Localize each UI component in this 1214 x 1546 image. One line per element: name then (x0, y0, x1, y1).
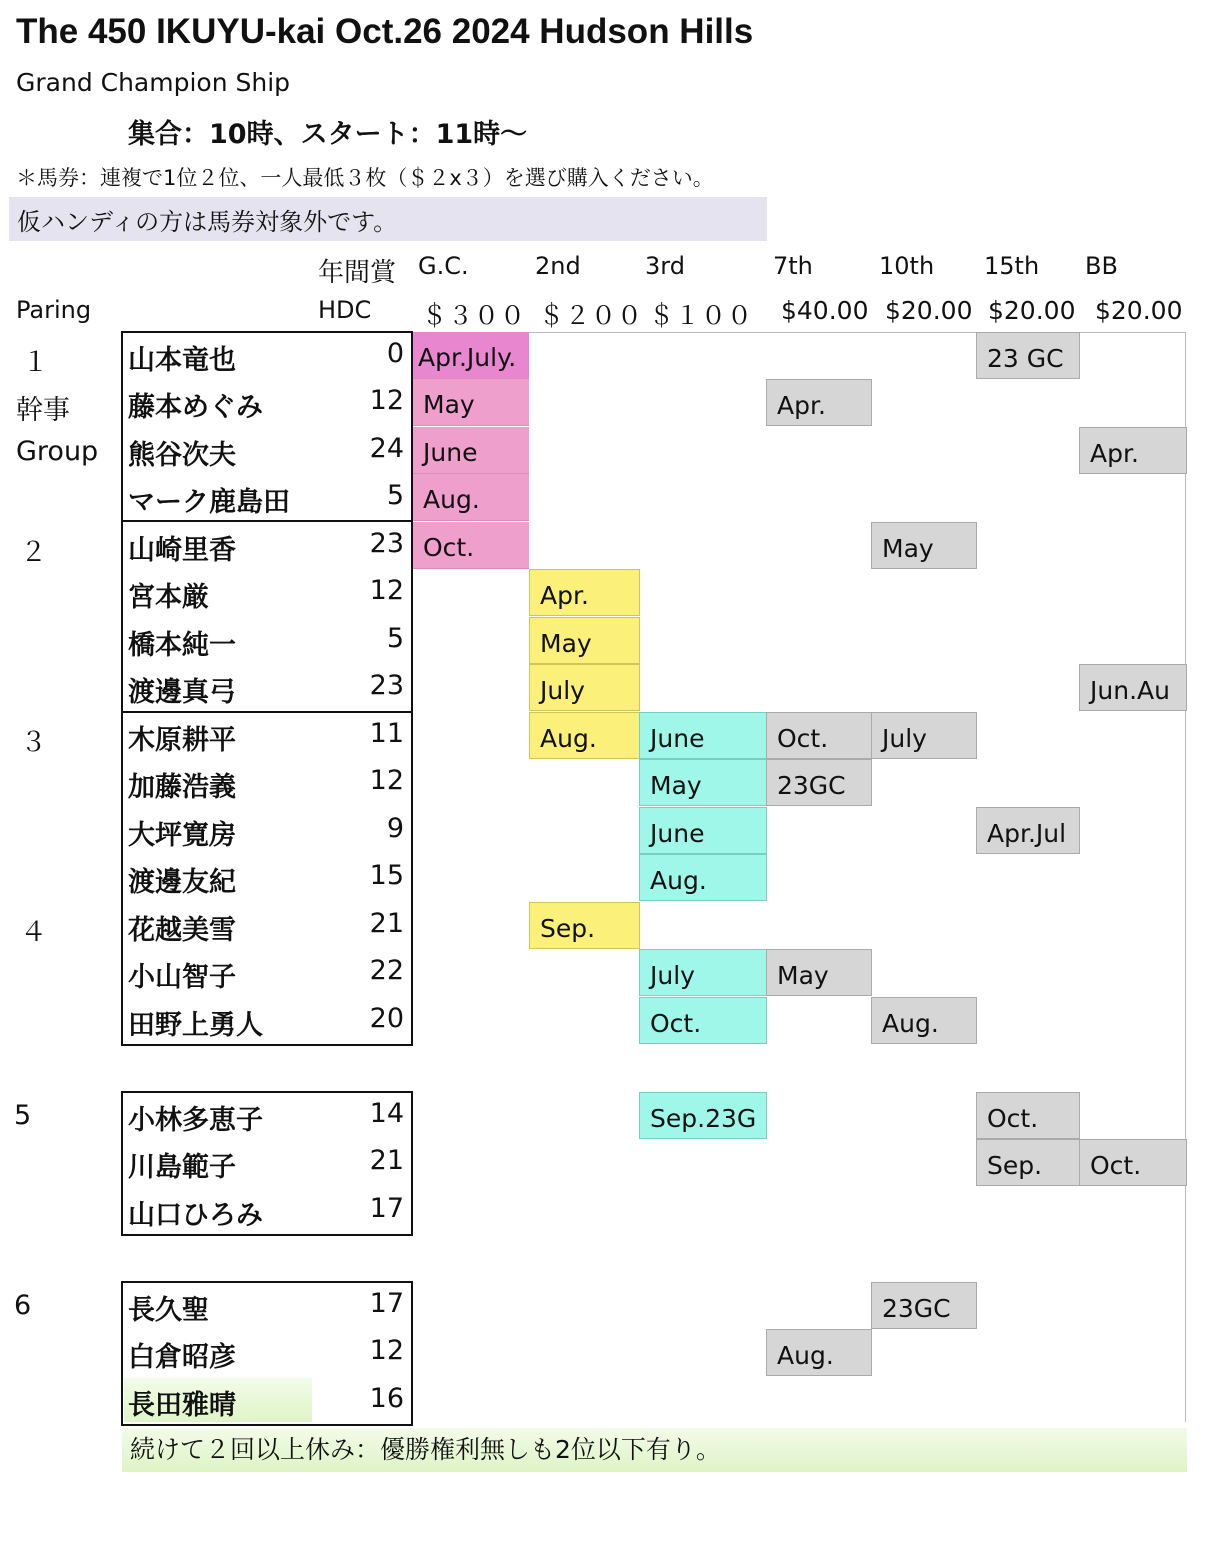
award-cell: May (529, 617, 640, 664)
player-name: 小山智子 (128, 962, 236, 993)
award-cell: Sep. (529, 902, 640, 949)
annual-prize-label: 年間賞 (318, 258, 397, 288)
award-cell: Aug. (766, 1329, 872, 1376)
award-cell: Oct. (639, 997, 767, 1044)
player-hdc: 16 (369, 1383, 404, 1414)
player-hdc: 17 (369, 1288, 404, 1319)
footer-note: 続けて２回以上休み：優勝権利無しも2位以下有り。 (122, 1428, 1187, 1472)
player-name: 宮本厳 (128, 582, 209, 613)
player-name: 山口ひろみ (128, 1200, 263, 1231)
award-cell: May (871, 522, 977, 569)
award-cell: Oct. (976, 1092, 1080, 1139)
player-hdc: 0 (386, 338, 404, 369)
player-name: 小林多恵子 (128, 1105, 263, 1136)
player-hdc: 5 (386, 480, 404, 511)
col-header-gc: G.C. (418, 252, 469, 280)
group-label: １ (22, 347, 49, 378)
player-name: 田野上勇人 (128, 1010, 263, 1041)
player-name: 山本竜也 (128, 345, 236, 376)
col-header-2nd: 2nd (535, 252, 581, 280)
player-name: 藤本めぐみ (128, 392, 263, 423)
player-name: 長田雅晴 (128, 1390, 236, 1421)
hdc-label: HDC (318, 296, 372, 324)
prize-15th: $20.00 (988, 296, 1076, 325)
player-hdc: 21 (369, 908, 404, 939)
player-name: 山崎里香 (128, 535, 236, 566)
group-sub-label: Group (16, 436, 99, 467)
col-header-10th: 10th (879, 252, 935, 280)
player-hdc: 22 (369, 955, 404, 986)
award-cell: June (639, 712, 767, 759)
award-cell: Jun.Au (1079, 664, 1187, 711)
award-cell: Aug. (639, 854, 767, 901)
player-hdc: 14 (369, 1098, 404, 1129)
player-name: 川島範子 (128, 1152, 236, 1183)
prize-3rd: ＄１００ (649, 301, 754, 330)
player-name: 渡邊真弓 (128, 677, 236, 708)
player-hdc: 23 (369, 528, 404, 559)
group-label: ２ (20, 537, 47, 568)
award-cell: 23GC (871, 1282, 977, 1329)
award-cell: Aug. (871, 997, 977, 1044)
award-cell: Sep. (976, 1139, 1080, 1186)
award-cell: May (413, 379, 529, 426)
player-hdc: 5 (386, 623, 404, 654)
prize-10th: $20.00 (885, 296, 973, 325)
award-cell: Oct. (766, 712, 872, 759)
award-cell: July (871, 712, 977, 759)
player-hdc: 15 (369, 860, 404, 891)
player-hdc: 12 (369, 1335, 404, 1366)
award-cell: Oct. (1079, 1139, 1187, 1186)
meeting-time: 集合：10時、スタート：11時〜 (128, 119, 528, 150)
award-cell: Oct. (413, 522, 529, 569)
player-name: 木原耕平 (128, 725, 236, 756)
group-label: ３ (20, 727, 47, 758)
award-cell: Apr. (766, 379, 872, 426)
player-name: 橋本純一 (128, 630, 236, 661)
award-cell: Aug. (413, 474, 529, 521)
player-hdc: 9 (386, 813, 404, 844)
award-cell: Apr.July. (413, 332, 529, 379)
award-cell: July (529, 664, 640, 711)
player-hdc: 11 (369, 718, 404, 749)
paring-label: Paring (16, 296, 92, 324)
player-hdc: 12 (369, 575, 404, 606)
group-label: 6 (14, 1290, 32, 1321)
player-name: マーク鹿島田 (128, 487, 290, 518)
prize-7th: $40.00 (781, 296, 869, 325)
award-cell: May (639, 759, 767, 806)
player-hdc: 12 (369, 385, 404, 416)
page-title: The 450 IKUYU-kai Oct.26 2024 Hudson Hills (16, 12, 754, 51)
award-cell: Apr. (529, 569, 640, 616)
group-label: ４ (20, 917, 47, 948)
award-cell: 23 GC (976, 332, 1080, 379)
player-hdc: 23 (369, 670, 404, 701)
player-hdc: 17 (369, 1193, 404, 1224)
award-cell: June (639, 807, 767, 854)
handicap-note: 仮ハンディの方は馬券対象外です。 (9, 197, 767, 241)
player-name: 加藤浩義 (128, 772, 236, 803)
player-name: 渡邊友紀 (128, 867, 236, 898)
award-cell: July (639, 949, 767, 996)
page-subtitle: Grand Champion Ship (16, 68, 291, 97)
col-header-bb: BB (1085, 252, 1118, 280)
award-cell: June (413, 427, 529, 474)
player-hdc: 24 (369, 433, 404, 464)
award-cell: Apr.Jul (976, 807, 1080, 854)
award-cell: 23GC (766, 759, 872, 806)
col-header-3rd: 3rd (645, 252, 685, 280)
award-cell: May (766, 949, 872, 996)
col-header-7th: 7th (773, 252, 813, 280)
player-name: 熊谷次夫 (128, 440, 236, 471)
group-label: 5 (14, 1100, 32, 1131)
player-hdc: 12 (369, 765, 404, 796)
prize-bb: $20.00 (1095, 296, 1183, 325)
player-name: 白倉昭彦 (128, 1342, 236, 1373)
award-cell: Apr. (1079, 427, 1187, 474)
player-name: 長久聖 (128, 1295, 209, 1326)
prize-gc: ＄３００ (422, 301, 527, 330)
prize-2nd: ＄２００ (539, 301, 644, 330)
group-sub-label: 幹事 (16, 395, 70, 426)
player-name: 大坪寛房 (128, 820, 236, 851)
ticket-note: ＊馬券：連複で1位２位、一人最低３枚（＄２x３）を選び購入ください。 (16, 166, 714, 190)
player-hdc: 21 (369, 1145, 404, 1176)
award-cell: Aug. (529, 712, 640, 759)
col-header-15th: 15th (984, 252, 1040, 280)
player-hdc: 20 (369, 1003, 404, 1034)
award-cell: Sep.23G (639, 1092, 767, 1139)
player-name: 花越美雪 (128, 915, 236, 946)
